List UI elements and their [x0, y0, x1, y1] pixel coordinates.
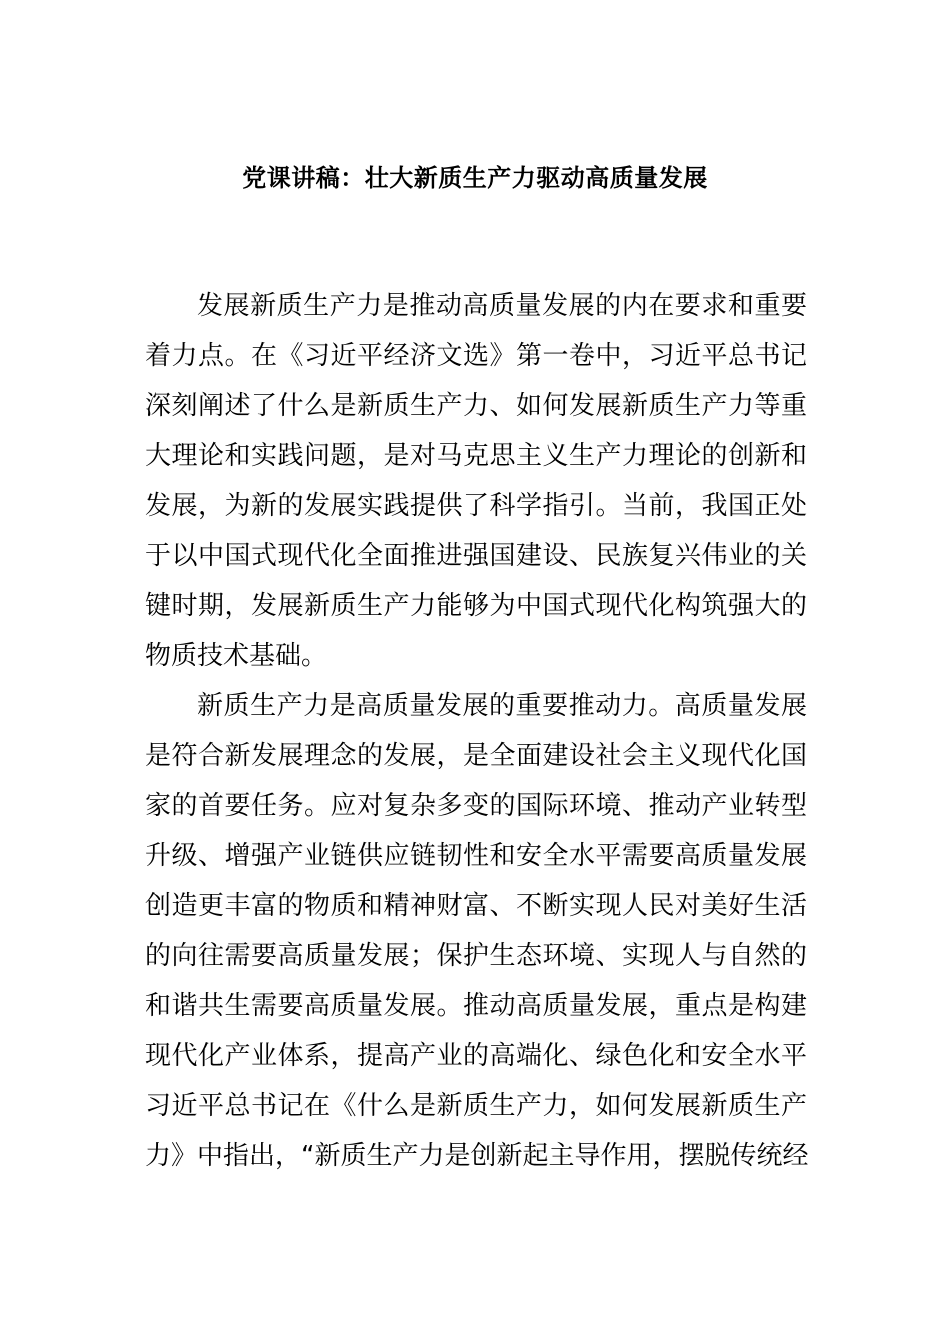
text-line: 键时期，发展新质生产力能够为中国式现代化构筑强大的	[145, 591, 807, 621]
paragraph-1	[145, 281, 807, 681]
text-line: 力》中指出，“新质生产力是创新起主导作用，摆脱传统经	[145, 1141, 809, 1171]
text-line: 和谐共生需要高质量发展。推动高质量发展，重点是构建	[145, 991, 807, 1021]
document-body	[145, 281, 807, 1181]
text-line: 发展新质生产力是推动高质量发展的内在要求和重要	[197, 291, 807, 321]
document-title: 党课讲稿：壮大新质生产力驱动高质量发展	[242, 164, 708, 192]
text-line: 创造更丰富的物质和精神财富、不断实现人民对美好生活	[145, 891, 807, 921]
text-line: 新质生产力是高质量发展的重要推动力。高质量发展	[197, 691, 807, 721]
text-line: 大理论和实践问题，是对马克思主义生产力理论的创新和	[145, 441, 807, 471]
text-line: 是符合新发展理念的发展，是全面建设社会主义现代化国	[145, 741, 807, 771]
text-line: 深刻阐述了什么是新质生产力、如何发展新质生产力等重	[145, 391, 807, 421]
text-line: 现代化产业体系，提高产业的高端化、绿色化和安全水平	[145, 1041, 807, 1071]
text-line: 习近平总书记在《什么是新质生产力，如何发展新质生产	[145, 1091, 807, 1121]
text-line: 发展，为新的发展实践提供了科学指引。当前，我国正处	[145, 491, 807, 521]
text-line: 于以中国式现代化全面推进强国建设、民族复兴伟业的关	[145, 541, 807, 571]
text-line: 升级、增强产业链供应链韧性和安全水平需要高质量发展	[145, 841, 807, 871]
text-line: 家的首要任务。应对复杂多变的国际环境、推动产业转型	[145, 791, 807, 821]
text-line: 物质技术基础。	[145, 641, 328, 671]
text-line: 着力点。在《习近平经济文选》第一卷中，习近平总书记	[145, 341, 807, 371]
text-line: 的向往需要高质量发展；保护生态环境、实现人与自然的	[145, 941, 807, 971]
paragraph-2	[145, 681, 807, 1181]
